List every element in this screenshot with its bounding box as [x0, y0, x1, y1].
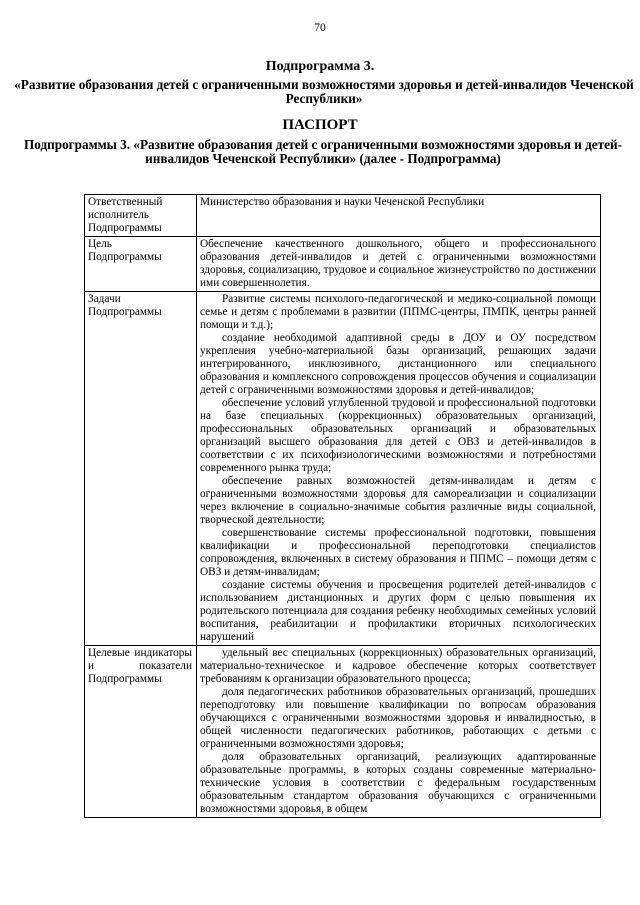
page-number: 70 — [314, 22, 326, 34]
task-paragraph: Развитие системы психолого-педагогической и медико-социальной помощи семье и детям с проблемами в развитии (ППМС-центры, ПМПК, центры ранней помощи и т.д.); — [200, 293, 596, 331]
indicator-paragraph: доля образовательных организаций, реализующих адаптированные образовательные программы, в которых созданы современные материально-технические условия в соответствии с федеральным государственным образовательным стандартом образования обучающихся с ограниченными возможностями здоровья, в общем — [200, 751, 596, 815]
row-value-tasks — [197, 292, 601, 646]
indicator-paragraph: удельный вес специальных (коррекционных) образовательных организаций, материально-техническое и кадровое обеспечение которых соответствует требованиям к организации образовательного процесса; — [200, 647, 596, 685]
subprogram-heading: Подпрограмма 3. — [265, 59, 375, 74]
task-paragraph: создание системы обучения и просвещения родителей детей-инвалидов с использованием дистанционных и других форм с целью повышения их родительского потенциала для создания ребенку необходимых семейных условий воспитания, реабилитации и профилактики вторичных психологических нарушений — [200, 579, 596, 643]
table-row — [85, 646, 601, 818]
row-label-goal: Цель Подпрограммы — [85, 237, 197, 292]
value-paragraph: Обеспечение качественного дошкольного, общего и профессионального образования детей-инвалидов и детей с ограниченными возможностями здоровья, социализацию, трудовое и социальное жизнеустройство по достижении ими совершеннолетия. — [200, 238, 596, 289]
subprogram-title: «Развитие образования детей с ограниченными возможностями здоровья и детей-инвалидов Чеченской Республики» — [14, 77, 634, 106]
value-paragraph: Министерство образования и науки Чеченской Республики — [200, 196, 485, 208]
passport-heading: ПАСПОРТ — [282, 117, 358, 133]
table-row — [85, 195, 601, 237]
row-value-goal — [197, 237, 601, 292]
passport-table — [84, 194, 601, 818]
table-row — [85, 237, 601, 292]
indicator-paragraph: доля педагогических работников образовательных организаций, прошедших переподготовку или повышение квалификации по вопросам образования обучающихся с ограниченными возможностями здоровья и инвалидностью, в общей численности педагогических работников, работающих с детьми с ограниченными возможностями здоровья; — [200, 686, 596, 750]
table-row — [85, 292, 601, 646]
task-paragraph: обеспечение условий углубленной трудовой и профессиональной подготовки на базе специальных (коррекционных) образовательных организаций, профессиональных образовательных организаций и образовательных организаций высшего образования для детей с ОВЗ и детей-инвалидов в соответствии с их психофизиологическими возможностями и потребностями современного рынка труда; — [200, 397, 596, 474]
row-label-responsible-executor: Ответственный исполнитель Подпрограммы — [85, 195, 197, 237]
row-value-indicators — [197, 646, 601, 818]
row-label-indicators: Целевые индикаторы и показатели Подпрограммы — [85, 646, 197, 818]
task-paragraph: обеспечение равных возможностей детям-инвалидам и детям с ограниченными возможностями здоровья для самореализации и социализации через включение в социально-значимые события различные виды социальной, творческой деятельности; — [200, 475, 596, 526]
passport-subtitle: Подпрограммы 3. «Развитие образования детей с ограниченными возможностями здоровья и детей-инвалидов Чеченской Республики» (далее - Подпрограмма) — [24, 137, 622, 166]
row-label-tasks: Задачи Подпрограммы — [85, 292, 197, 646]
task-paragraph: создание необходимой адаптивной среды в ДОУ и ОУ посредством укрепления учебно-материальной базы организаций, решающих задачи интегрированного, инклюзивного, дистанционного или специального образования и комплексного сопровождения процессов обучения и социализации детей с ограниченными возможностями здоровья и детей-инвалидов; — [200, 332, 596, 396]
task-paragraph: совершенствование системы профессиональной подготовки, повышения квалификации и профессиональной переподготовки специалистов сопровождения, включенных в систему образования и ППМС – помощи детям с ОВЗ и детям-инвалидам; — [200, 527, 596, 578]
row-value-responsible-executor — [197, 195, 601, 237]
